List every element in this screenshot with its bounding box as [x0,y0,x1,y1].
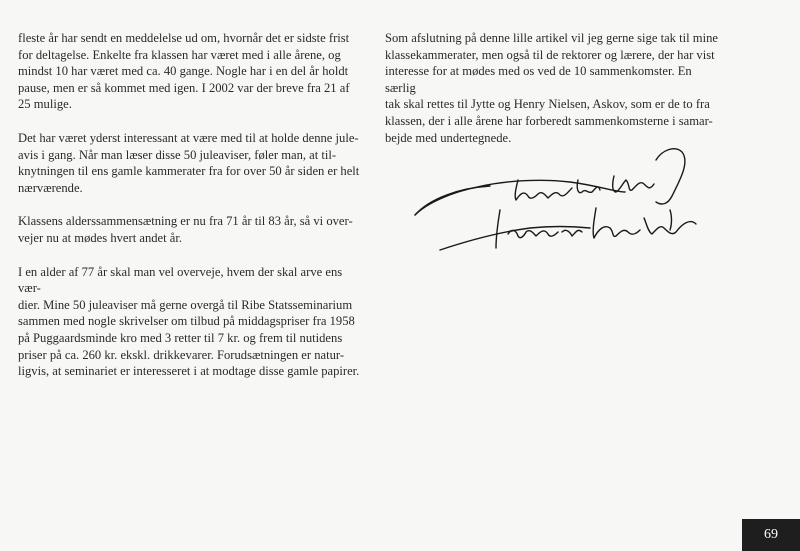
handwritten-signature-icon [400,140,730,270]
page-number: 69 [764,527,778,542]
paragraph: Det har været yderst interessant at være med til at holde denne jule- avis i gang. Når man læser disse 50 juleaviser, føler man, at til- knytningen til ens gamle kammerater fra for over 50 år siden er helt nærværende. [18,130,360,195]
page-number-box [742,519,800,551]
paragraph: fleste år har sendt en meddelelse ud om, hvornår det er sidste frist for deltagelse. Enkelte fra klassen har været med i alle årene, og mindst 10 har været med ca. 40 gange. Nogle har i en del år holdt pause, men er så kommet med igen. I 2002 var der breve fra 21 af 25 mulige. [18,31,350,112]
paragraph: Som afslutning på denne lille artikel vil jeg gerne sige tak til mine klassekammerater, men også til de rektorer og lærere, der har vist interesse for at mødes med os ved de 10 sammenkomster. En særlig tak skal rettes til Jytte og Henry Nielsen, Askov, som er de to fra klassen, der i alle årene har forberedt sammenkomsterne i samar- bejde med undertegnede. [385,31,718,145]
left-text-column [18,30,367,397]
paragraph: Klassens alderssammensætning er nu fra 71 år til 83 år, så vi over- vejer nu at mødes hvert andet år. [18,214,353,245]
paragraph: I en alder af 77 år skal man vel overveje, hvem der skal arve ens vær- dier. Mine 50 juleaviser må gerne overgå til Ribe Statsseminarium sammen med nogle skrivelser om tilbud på middagspriser fra 1958 på Puggaardsminde kro med 3 retter til 7 kr. og frem til nutidens priser på ca. 260 kr. ekskl. drikkevarer. Forudsætningen er natur- ligvis, at seminariet er interesseret i at modtage disse gamle papirer. [18,264,360,379]
